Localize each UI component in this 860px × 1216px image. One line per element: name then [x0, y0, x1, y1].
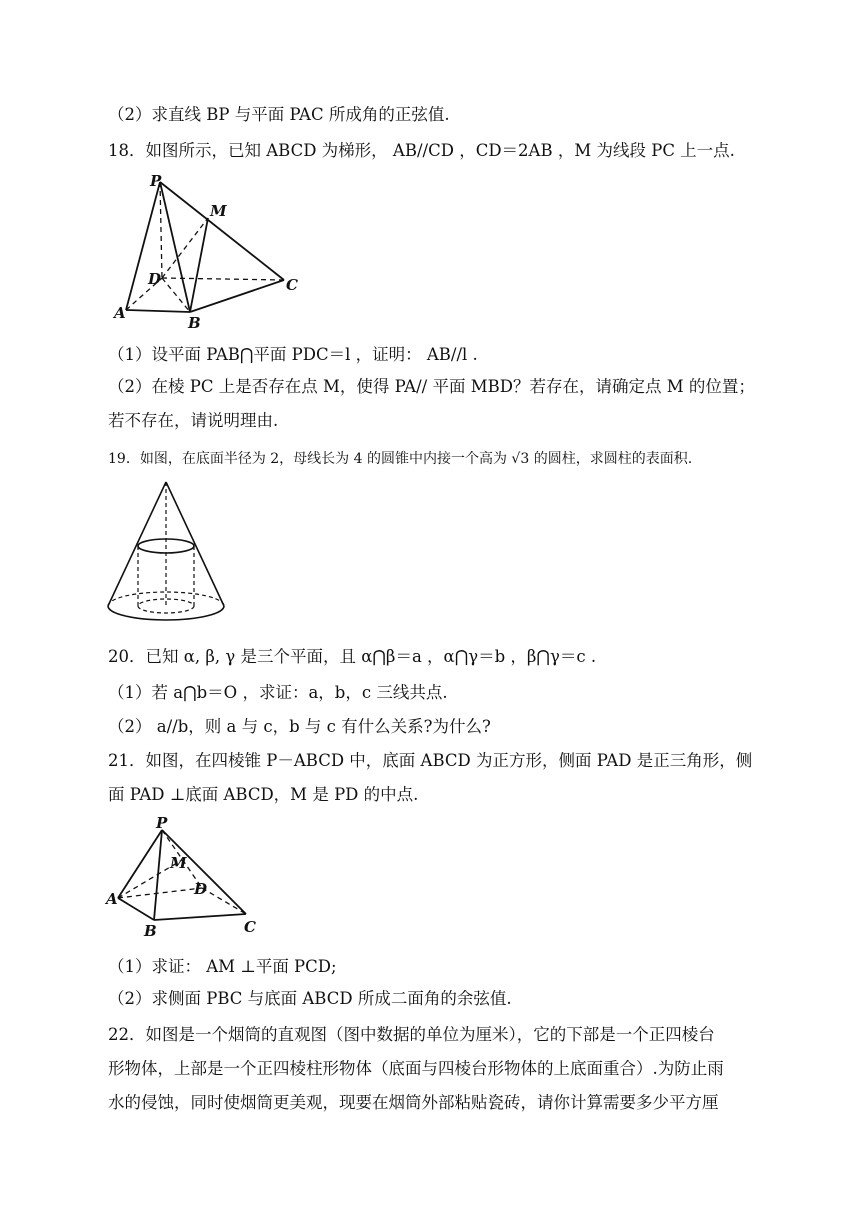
figure-21-pyramid [104, 812, 264, 942]
label-P: P [156, 814, 168, 832]
label-D: D [194, 880, 208, 898]
problem-17-part-2: （2）求直线 BP 与平面 PAC 所成角的正弦值. [108, 105, 450, 124]
label-A: A [114, 304, 126, 322]
problem-18-part-1: （1）设平面 PAB⋂平面 PDC＝l ，证明： AB//l . [108, 345, 478, 364]
label-A: A [106, 890, 118, 908]
problem-18-statement: 18．如图所示，已知 ABCD 为梯形， AB//CD ，CD＝2AB ，M 为线段 PC 上一点. [108, 141, 735, 160]
label-P: P [150, 172, 162, 190]
problem-20-part-2: （2） a//b，则 a 与 c，b 与 c 有什么关系?为什么? [108, 717, 491, 736]
label-B: B [144, 922, 157, 940]
problem-19-statement: 19．如图，在底面半径为 2，母线长为 4 的圆锥中内接一个高为 √3 的圆柱，求圆柱的表面积. [108, 451, 693, 467]
label-B: B [188, 314, 201, 330]
label-M: M [210, 202, 227, 220]
problem-22-statement-line-1: 22．如图是一个烟筒的直观图（图中数据的单位为厘米），它的下部是一个正四棱台 [108, 1025, 715, 1044]
problem-20-part-1: （1）若 a⋂b＝O ，求证：a，b，c 三线共点. [108, 683, 448, 702]
problem-18-part-2-line-2: 若不存在，请说明理由. [108, 411, 279, 430]
problem-22-statement-line-3: 水的侵蚀，同时使烟筒更美观，现要在烟筒外部粘贴瓷砖，请你计算需要多少平方厘 [108, 1093, 719, 1112]
problem-21-statement-line-1: 21．如图，在四棱锥 P－ABCD 中，底面 ABCD 为正方形，侧面 PAD 是正三角形，侧 [108, 751, 753, 770]
label-M: M [170, 854, 187, 872]
label-C: C [286, 276, 298, 294]
figure-18-pyramid [108, 170, 308, 330]
problem-21-statement-line-2: 面 PAD ⊥底面 ABCD，M 是 PD 的中点. [108, 785, 419, 804]
figure-19-cone-cylinder [104, 478, 234, 628]
problem-18-part-2-line-1: （2）在棱 PC 上是否存在点 M，使得 PA// 平面 MBD？若存在，请确定点 M 的位置； [108, 377, 755, 396]
problem-22-statement-line-2: 形物体，上部是一个正四棱柱形物体（底面与四棱台形物体的上底面重合）.为防止雨 [108, 1059, 724, 1078]
label-C: C [244, 918, 256, 936]
problem-20-statement: 20．已知 α, β, γ 是三个平面，且 α⋂β＝a ，α⋂γ＝b ，β⋂γ＝c . [108, 647, 597, 666]
label-D: D [148, 270, 162, 288]
problem-21-part-2: （2）求侧面 PBC 与底面 ABCD 所成二面角的余弦值. [108, 989, 512, 1008]
problem-21-part-1: （1）求证： AM ⊥平面 PCD; [108, 957, 337, 976]
